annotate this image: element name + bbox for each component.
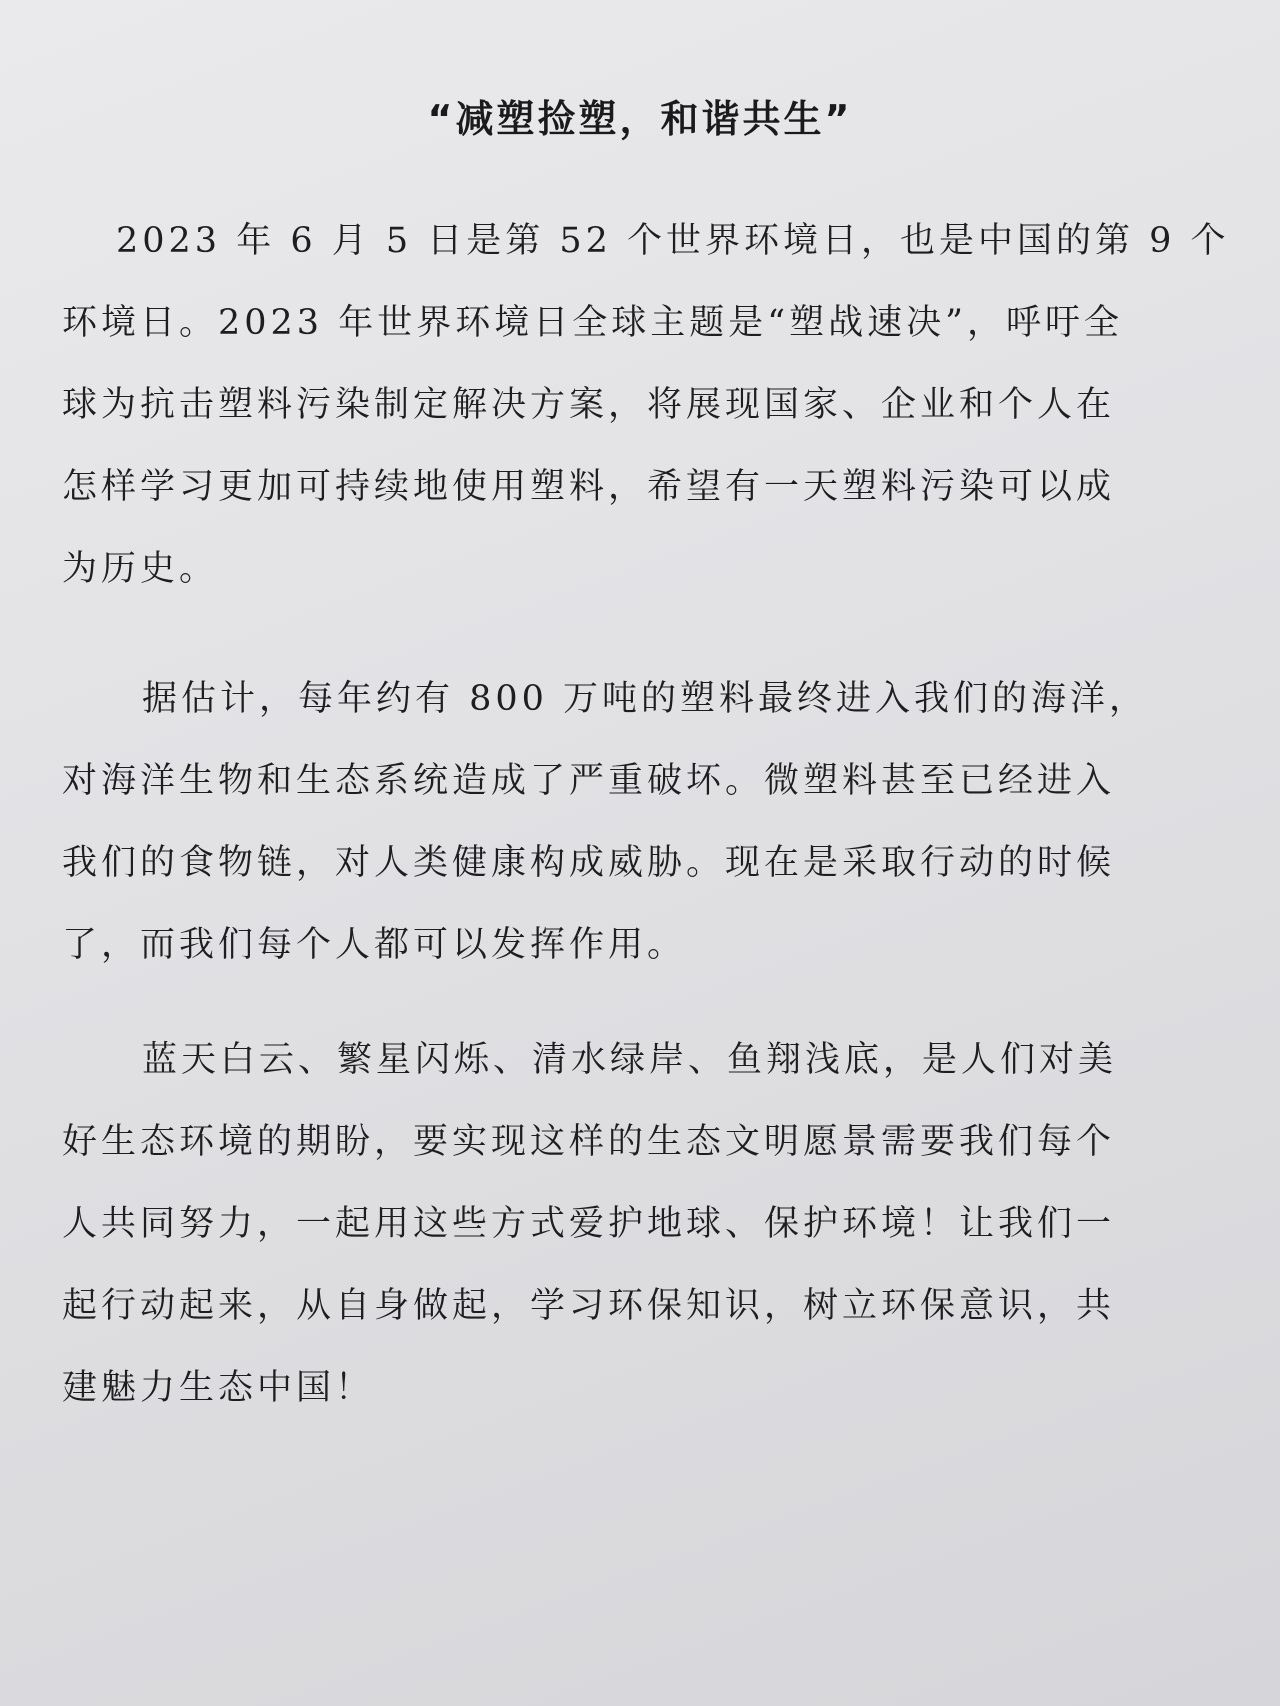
paragraph-line: 对海洋生物和生态系统造成了严重破坏。微塑料甚至已经进入 — [62, 761, 1116, 801]
paragraph-line: 好生态环境的期盼，要实现这样的生态文明愿景需要我们每个 — [62, 1122, 1116, 1162]
paragraph-2 — [62, 658, 1172, 986]
paragraph-line: 建魅力生态中国！ — [62, 1368, 375, 1408]
paragraph-3 — [62, 1019, 1172, 1429]
paragraph-line: 了，而我们每个人都可以发挥作用。 — [62, 925, 687, 965]
document-title: “减塑捡塑，和谐共生” — [427, 97, 853, 141]
paragraph-line: 蓝天白云、繁星闪烁、清水绿岸、鱼翔浅底，是人们对美 — [142, 1040, 1118, 1080]
paragraph-line: 球为抗击塑料污染制定解决方案，将展现国家、企业和个人在 — [62, 385, 1116, 425]
paragraph-line: 人共同努力，一起用这些方式爱护地球、保护环境！让我们一 — [62, 1204, 1116, 1244]
paragraph-line: 我们的食物链，对人类健康构成威胁。现在是采取行动的时候 — [62, 843, 1116, 883]
paragraph-1 — [62, 200, 1230, 610]
paragraph-line: 2023 年 6 月 5 日是第 52 个世界环境日，也是中国的第 9 个 — [116, 221, 1230, 261]
paragraph-line: 为历史。 — [62, 549, 219, 589]
paragraph-line: 环境日。2023 年世界环境日全球主题是“塑战速决”，呼吁全 — [62, 303, 1123, 343]
paragraph-line: 起行动起来，从自身做起，学习环保知识，树立环保意识，共 — [62, 1286, 1116, 1326]
paragraph-line: 据估计，每年约有 800 万吨的塑料最终进入我们的海洋， — [142, 679, 1149, 719]
paragraph-line: 怎样学习更加可持续地使用塑料，希望有一天塑料污染可以成 — [62, 467, 1116, 507]
